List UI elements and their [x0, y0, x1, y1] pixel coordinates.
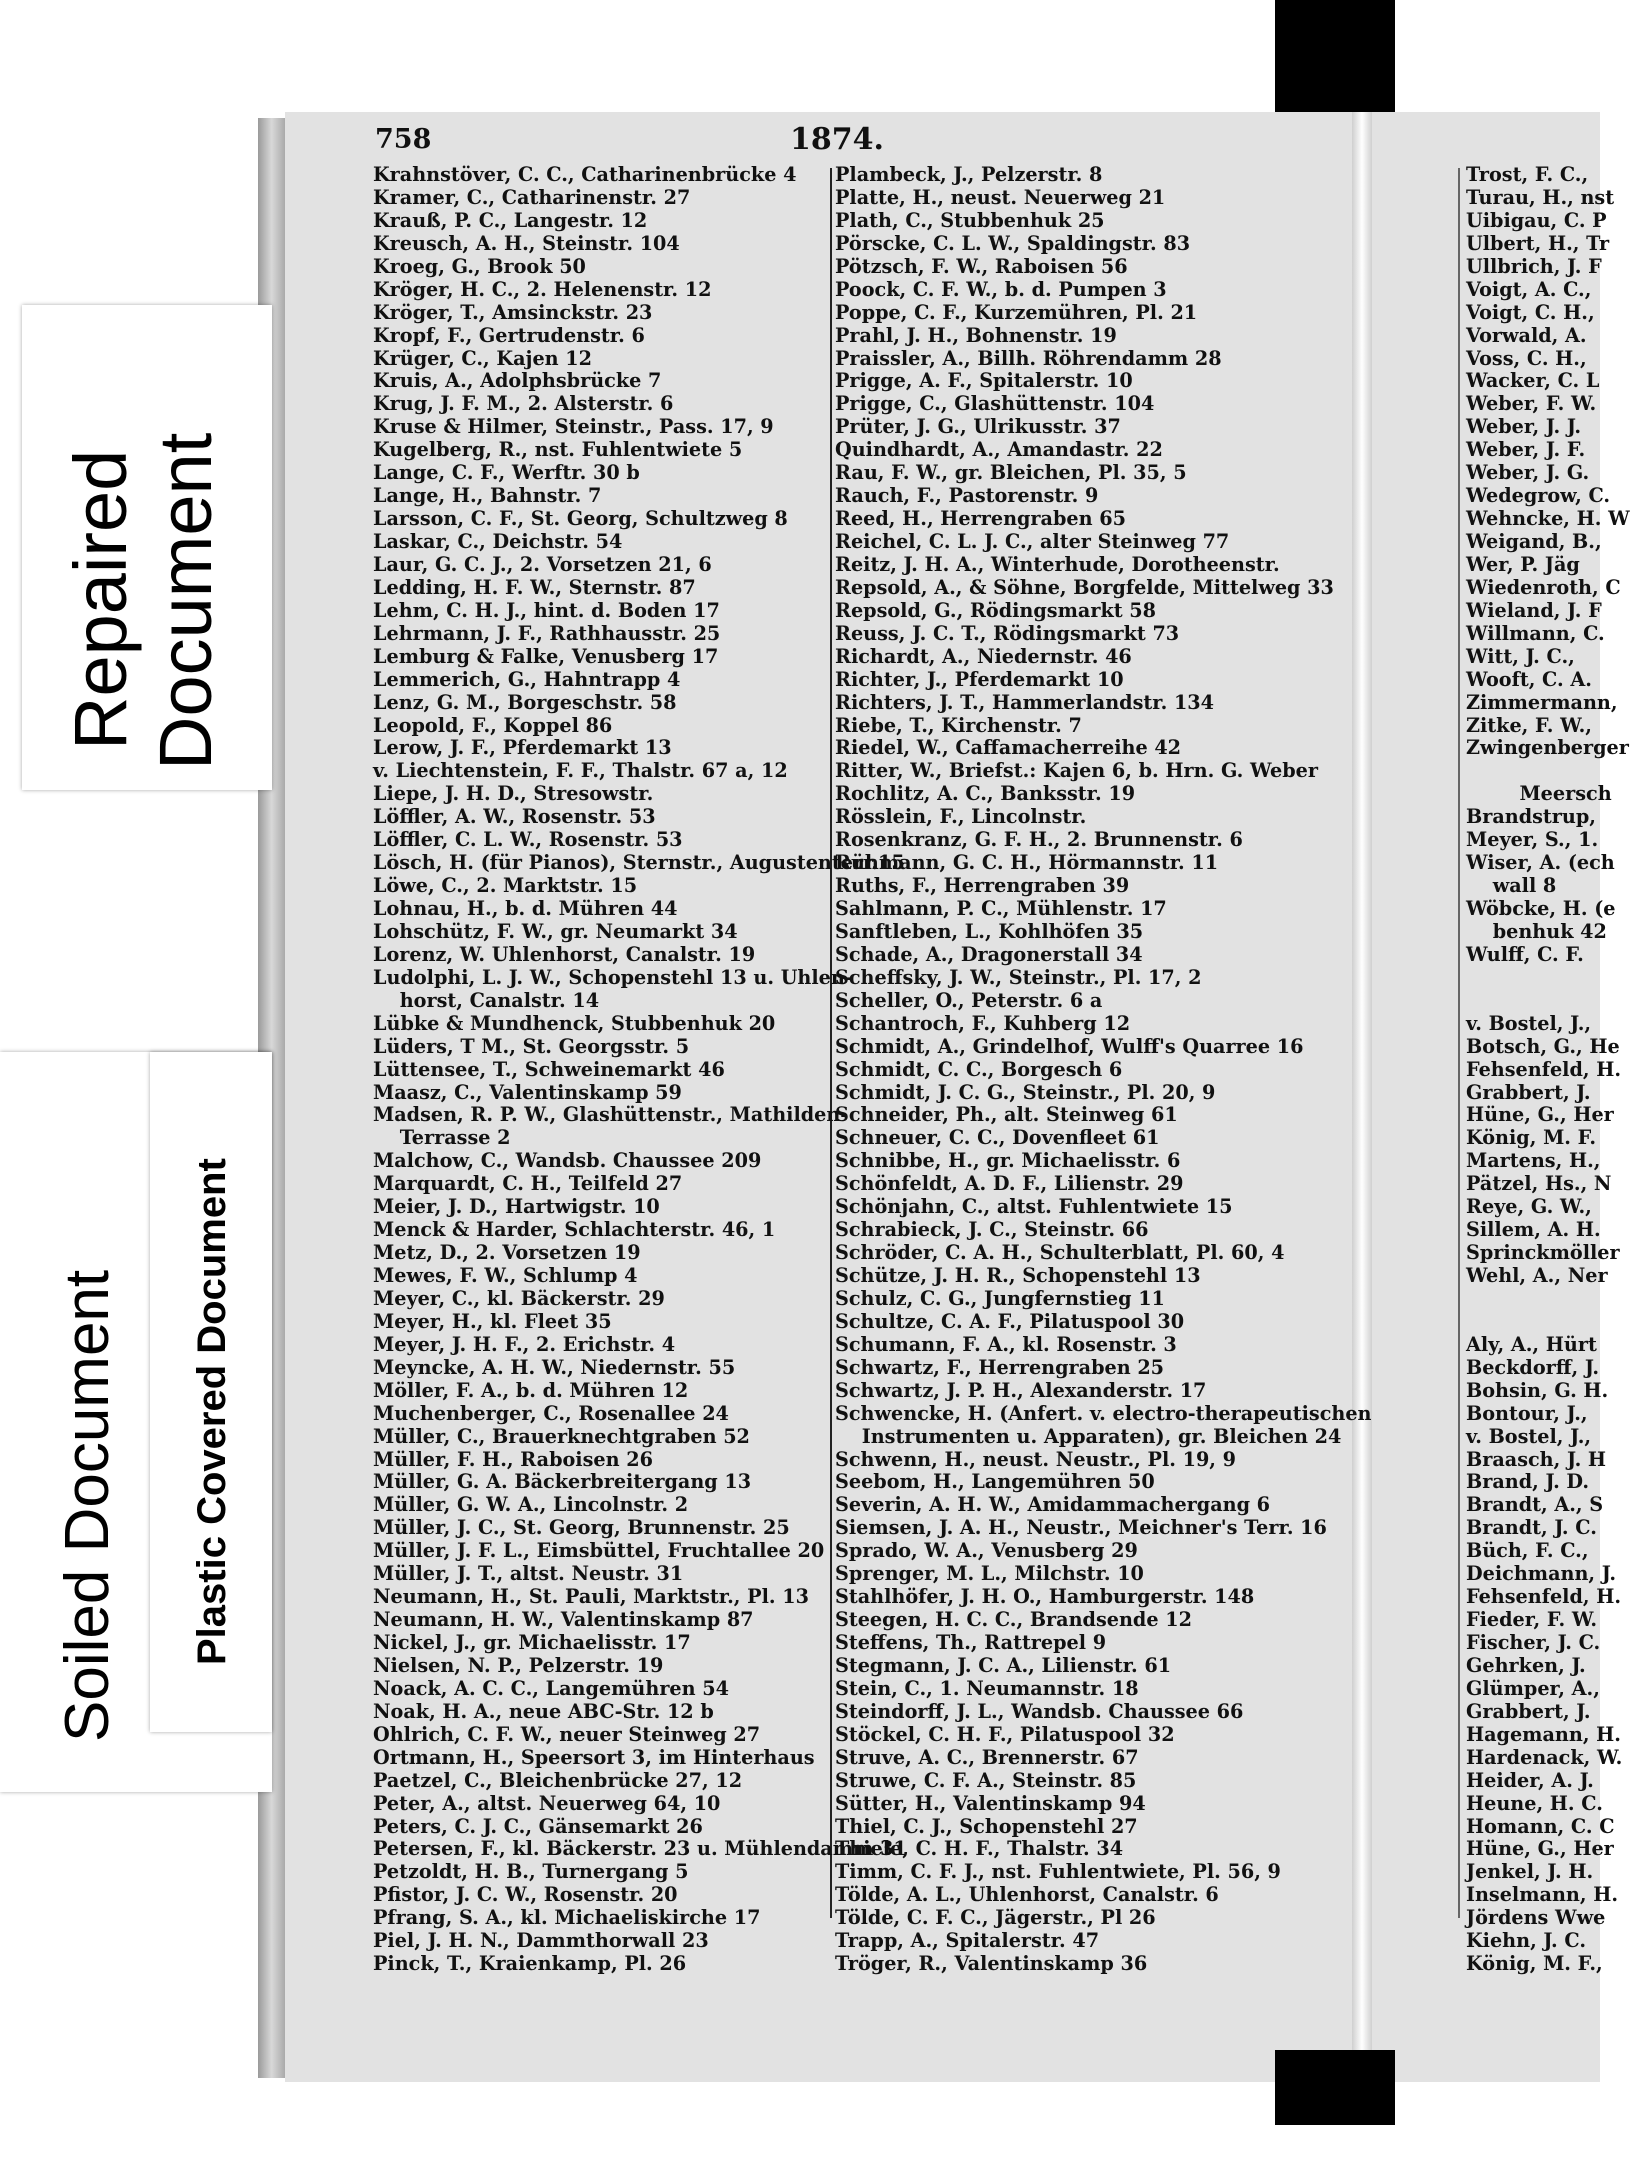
middle-column-entry: Rau, F. W., gr. Bleichen, Pl. 35, 5 [835, 461, 1187, 485]
middle-column-entry: Reuss, J. C. T., Rödingsmarkt 73 [835, 621, 1180, 645]
column-divider-right [1458, 168, 1460, 1918]
left-column-entry: Paetzel, C., Bleichenbrücke 27, 12 [373, 1768, 743, 1792]
middle-column-entry: Stein, C., 1. Neumannstr. 18 [835, 1676, 1139, 1700]
plastic-label: Plastic Covered Document [190, 1158, 234, 1665]
middle-column-entry: Thiel, C. J., Schopenstehl 27 [835, 1814, 1138, 1838]
right-column-entry: Fehsenfeld, H. [1466, 1585, 1622, 1609]
right-column-entry [1466, 990, 1600, 1013]
middle-column-entry: Stöckel, C. H. F., Pilatuspool 32 [835, 1722, 1175, 1746]
middle-column-entry: Schumann, F. A., kl. Rosenstr. 3 [835, 1332, 1177, 1356]
left-column-entry: Laskar, C., Deichstr. 54 [373, 530, 623, 553]
right-column-entry: Voss, C. H., [1466, 346, 1587, 370]
right-column-entry: Bohsin, G. H. [1466, 1378, 1609, 1402]
left-column-entry: Lösch, H. (für Pianos), Sternstr., Augustenterr.15 [373, 851, 905, 875]
middle-column-entry: Plath, C., Stubbenhuk 25 [835, 208, 1105, 232]
middle-column-entry: Struwe, C. F. A., Steinstr. 85 [835, 1768, 1137, 1792]
middle-column-entry: Ruths, F., Herrengraben 39 [835, 874, 1130, 898]
middle-column-entry: Schade, A., Dragonerstall 34 [835, 942, 1143, 966]
left-column-entry: Meyer, C., kl. Bäckerstr. 29 [373, 1286, 665, 1310]
middle-column-entry: Scheller, O., Peterstr. 6 a [835, 988, 1103, 1012]
middle-column-entry: Rauch, F., Pastorenstr. 9 [835, 484, 1099, 508]
middle-column-entry: Scheffsky, J. W., Steinstr., Pl. 17, 2 [835, 965, 1202, 989]
right-column-entry: Witt, J. C., [1466, 644, 1575, 668]
right-column-entry: Jördens Wwe [1466, 1906, 1606, 1930]
middle-column-entry: Stahlhöfer, J. H. O., Hamburgerstr. 148 [835, 1585, 1255, 1609]
right-column-entry [1466, 760, 1600, 783]
left-column-entry: Muchenberger, C., Rosenallee 24 [373, 1401, 729, 1425]
left-column-entry: Piel, J. H. N., Dammthorwall 23 [373, 1929, 709, 1953]
left-column-entry: Neumann, H., St. Pauli, Marktstr., Pl. 13 [373, 1585, 809, 1609]
left-column-entry: Marquardt, C. H., Teilfeld 27 [373, 1172, 683, 1196]
left-column-entry: v. Liechtenstein, F. F., Thalstr. 67 a, 12 [373, 759, 788, 783]
right-column-entry: Zitke, F. W., [1466, 713, 1592, 737]
left-column-entry: Lüders, T M., St. Georgsstr. 5 [373, 1034, 690, 1058]
left-column-entry: Müller, G. W. A., Lincolnstr. 2 [373, 1493, 689, 1517]
middle-column-entry: Rosenkranz, G. F. H., 2. Brunnenstr. 6 [835, 828, 1243, 852]
right-column-entry: Heider, A. J. [1466, 1768, 1594, 1792]
left-column-entry: Lerow, J. F., Pferdemarkt 13 [373, 736, 672, 760]
right-column-entry: Wacker, C. L [1466, 369, 1600, 393]
directory-column-right [1466, 163, 1630, 1976]
left-column-entry: Löffler, C. L. W., Rosenstr. 53 [373, 828, 683, 852]
middle-column-entry: Schnibbe, H., gr. Michaelisstr. 6 [835, 1149, 1181, 1173]
right-column-entry: benhuk 42 [1466, 919, 1607, 943]
middle-column-entry: Platte, H., neust. Neuerweg 21 [835, 185, 1166, 209]
right-column-entry: Heune, H. C. [1466, 1791, 1603, 1815]
left-column-entry: Möller, F. A., b. d. Mühren 12 [373, 1378, 689, 1402]
middle-column-entry: Tölde, C. F. C., Jägerstr., Pl 26 [835, 1906, 1156, 1930]
left-column-entry: Leopold, F., Koppel 86 [373, 713, 613, 737]
right-column-entry: Voigt, C. H., [1466, 300, 1595, 324]
right-column-entry: wall 8 [1466, 874, 1557, 898]
left-column-entry: Lohschütz, F. W., gr. Neumarkt 34 [373, 919, 738, 943]
left-column-entry: Löwe, C., 2. Marktstr. 15 [373, 874, 638, 898]
right-column-entry: Zimmermann, [1466, 690, 1618, 714]
right-column-entry: Deichmann, J. [1466, 1562, 1617, 1586]
left-column-entry: Meyncke, A. H. W., Niedernstr. 55 [373, 1355, 736, 1379]
right-column-entry: Reye, G. W., [1466, 1195, 1592, 1219]
right-column-entry: Hüne, G., Her [1466, 1837, 1614, 1861]
left-column-entry: Meyer, H., kl. Fleet 35 [373, 1309, 612, 1333]
right-column-entry: Trost, F. C., [1466, 163, 1589, 186]
right-column-entry: Wedegrow, C. [1466, 484, 1611, 508]
right-column-entry: Uibigau, C. P [1466, 208, 1607, 232]
left-column-entry: Kugelberg, R., nst. Fuhlentwiete 5 [373, 438, 743, 462]
middle-column-entry: Richters, J. T., Hammerlandstr. 134 [835, 690, 1214, 714]
middle-column-entry: Seebom, H., Langemühren 50 [835, 1470, 1155, 1494]
left-column-entry: Kroeg, G., Brook 50 [373, 254, 586, 278]
soiled-label: Soiled Document [53, 1269, 122, 1742]
middle-column-entry: Steegen, H. C. C., Brandsende 12 [835, 1608, 1192, 1632]
right-column-entry: Brandt, J. C. [1466, 1516, 1597, 1540]
left-column-entry: Meyer, J. H. F., 2. Erichstr. 4 [373, 1332, 676, 1356]
right-column-entry: Weber, F. W. [1466, 392, 1597, 416]
middle-column-entry: Prüter, J. G., Ulrikusstr. 37 [835, 415, 1121, 439]
right-column-entry: Pätzel, Hs., N [1466, 1172, 1612, 1196]
left-column-entry: Lange, C. F., Werftr. 30 b [373, 461, 640, 485]
middle-column-entry: Repsold, G., Rödingsmarkt 58 [835, 598, 1156, 622]
middle-column-entry: Tröger, R., Valentinskamp 36 [835, 1952, 1148, 1976]
right-column-entry: Fischer, J. C. [1466, 1631, 1601, 1654]
right-column-entry: Weber, J. J. [1466, 415, 1582, 439]
right-column-entry: Aly, A., Hürt [1466, 1332, 1597, 1356]
right-column-entry: Fehsenfeld, H. [1466, 1057, 1622, 1081]
middle-column-entry: Sütter, H., Valentinskamp 94 [835, 1791, 1146, 1815]
left-column-entry: Kreusch, A. H., Steinstr. 104 [373, 231, 680, 255]
middle-column-entry: Steffens, Th., Rattrepel 9 [835, 1631, 1107, 1654]
left-column-entry: Metz, D., 2. Vorsetzen 19 [373, 1241, 641, 1265]
middle-column-entry: Pörscke, C. L. W., Spaldingstr. 83 [835, 231, 1191, 255]
right-column-entry: Ullbrich, J. F [1466, 254, 1602, 278]
middle-column-entry: Richardt, A., Niedernstr. 46 [835, 644, 1132, 668]
right-column-entry: Zwingenberger [1466, 736, 1629, 760]
left-column-entry: Müller, J. F. L., Eimsbüttel, Fruchtallee 20 [373, 1539, 825, 1563]
middle-column-entry: Trapp, A., Spitalerstr. 47 [835, 1929, 1100, 1953]
middle-column-entry: Reed, H., Herrengraben 65 [835, 507, 1126, 531]
right-column-entry: Brand, J. D. [1466, 1470, 1590, 1494]
right-column-entry [1466, 1288, 1600, 1311]
middle-column-entry: Poppe, C. F., Kurzemühren, Pl. 21 [835, 300, 1198, 324]
right-column-entry: Braasch, J. H [1466, 1447, 1607, 1471]
right-column-entry: v. Bostel, J., [1466, 1424, 1592, 1448]
left-column-entry: Kröger, H. C., 2. Helenenstr. 12 [373, 277, 712, 301]
right-column-entry: Beckdorff, J. [1466, 1355, 1600, 1379]
right-column-entry: Kiehn, J. C. [1466, 1929, 1586, 1953]
middle-column-entry: Siemsen, J. A. H., Neustr., Meichner's Terr. 16 [835, 1516, 1327, 1540]
right-column-entry: Brandstrup, [1466, 805, 1596, 829]
left-column-entry: Kropf, F., Gertrudenstr. 6 [373, 323, 645, 347]
middle-column-entry: Schütze, J. H. R., Schopenstehl 13 [835, 1264, 1201, 1287]
middle-column-entry: Plambeck, J., Pelzerstr. 8 [835, 163, 1103, 186]
right-column-entry: Inselmann, H. [1466, 1883, 1619, 1907]
middle-column-entry: Praissler, A., Billh. Röhrendamm 28 [835, 346, 1222, 370]
left-column-entry: Ohlrich, C. F. W., neuer Steinweg 27 [373, 1722, 761, 1746]
left-column-entry: Laur, G. C. J., 2. Vorsetzen 21, 6 [373, 552, 712, 576]
left-column-entry: Müller, J. C., St. Georg, Brunnenstr. 25 [373, 1516, 790, 1540]
left-column-entry: Terrasse 2 [373, 1126, 511, 1150]
right-column-entry: Vorwald, A. [1466, 323, 1587, 347]
left-column-entry: Peters, C. J. C., Gänsemarkt 26 [373, 1814, 703, 1838]
left-column-entry: Malchow, C., Wandsb. Chaussee 209 [373, 1149, 762, 1173]
right-column-entry: Sprinckmöller [1466, 1241, 1620, 1265]
left-column-entry: Lüttensee, T., Schweinemarkt 46 [373, 1057, 725, 1081]
left-column-entry: Lorenz, W. Uhlenhorst, Canalstr. 19 [373, 942, 756, 966]
left-column-entry: Lemburg & Falke, Venusberg 17 [373, 644, 719, 668]
left-column-entry: Krauß, P. C., Langestr. 12 [373, 208, 648, 232]
middle-column-entry: Schmidt, A., Grindelhof, Wulff's Quarree 16 [835, 1034, 1304, 1058]
left-column-entry: Nickel, J., gr. Michaelisstr. 17 [373, 1631, 691, 1654]
right-column-entry: Voigt, A. C., [1466, 277, 1592, 301]
middle-column-entry: Severin, A. H. W., Amidammachergang 6 [835, 1493, 1271, 1517]
directory-column-middle [835, 164, 1372, 1976]
right-column-entry: Willmann, C. [1466, 621, 1605, 645]
left-column-entry: Kruis, A., Adolphsbrücke 7 [373, 369, 662, 393]
middle-column-entry: Schönfeldt, A. D. F., Lilienstr. 29 [835, 1172, 1184, 1196]
middle-column-entry: Rochlitz, A. C., Banksstr. 19 [835, 782, 1136, 806]
middle-column-entry: Instrumenten u. Apparaten), gr. Bleichen 24 [835, 1424, 1342, 1448]
left-column-entry: Kruse & Hilmer, Steinstr., Pass. 17, 9 [373, 415, 774, 439]
left-column-entry: Müller, C., Brauerknechtgraben 52 [373, 1424, 750, 1448]
right-column-entry: Ulbert, H., Tr [1466, 231, 1610, 255]
middle-column-entry: Thiele, C. H. F., Thalstr. 34 [835, 1837, 1124, 1861]
right-column-entry: Wehncke, H. W [1466, 507, 1630, 531]
left-column-entry: Maasz, C., Valentinskamp 59 [373, 1080, 682, 1104]
left-column-entry: Nielsen, N. P., Pelzerstr. 19 [373, 1653, 664, 1677]
middle-column-entry: Sprado, W. A., Venusberg 29 [835, 1539, 1138, 1563]
left-column-entry: Lange, H., Bahnstr. 7 [373, 484, 602, 508]
middle-column-entry: Schultze, C. A. F., Pilatuspool 30 [835, 1309, 1185, 1333]
left-column-entry: Krahnstöver, C. C., Catharinenbrücke 4 [373, 163, 797, 186]
middle-column-entry: Poock, C. F. W., b. d. Pumpen 3 [835, 277, 1167, 301]
right-column-entry: Homann, C. C [1466, 1814, 1615, 1838]
left-column-entry: Löffler, A. W., Rosenstr. 53 [373, 805, 656, 829]
right-column-entry [1466, 967, 1600, 990]
middle-column-entry: Schrabieck, J. C., Steinstr. 66 [835, 1218, 1149, 1242]
middle-column-entry: Sahlmann, P. C., Mühlenstr. 17 [835, 897, 1167, 920]
left-column-entry: Pfrang, S. A., kl. Michaeliskirche 17 [373, 1906, 761, 1930]
middle-column-entry: Pötzsch, F. W., Raboisen 56 [835, 254, 1128, 278]
middle-column-entry: Riebe, T., Kirchenstr. 7 [835, 713, 1082, 737]
right-column-entry: Botsch, G., He [1466, 1034, 1620, 1058]
right-column-entry: Wöbcke, H. (e [1466, 897, 1616, 920]
bottom-margin [0, 2125, 1600, 2177]
middle-column-entry: Tölde, A. L., Uhlenhorst, Canalstr. 6 [835, 1883, 1219, 1907]
middle-column-entry: Rühmann, G. C. H., Hörmannstr. 11 [835, 851, 1219, 875]
left-column-entry: Noak, H. A., neue ABC-Str. 12 b [373, 1699, 714, 1723]
middle-column-entry: Schmidt, C. C., Borgesch 6 [835, 1057, 1123, 1081]
middle-column-entry: Ritter, W., Briefst.: Kajen 6, b. Hrn. G. Weber [835, 759, 1318, 783]
middle-column-entry: Prigge, A. F., Spitalerstr. 10 [835, 369, 1133, 393]
middle-column-entry: Schwencke, H. (Anfert. v. electro-therapeutischen [835, 1401, 1372, 1425]
middle-column-entry: Schulz, C. G., Jungfernstieg 11 [835, 1286, 1165, 1310]
left-column-entry: Lemmerich, G., Hahntrapp 4 [373, 667, 681, 691]
right-column-entry: König, M. F. [1466, 1126, 1597, 1150]
right-column-entry: Wehl, A., Ner [1466, 1264, 1608, 1287]
middle-column-entry: Schwartz, F., Herrengraben 25 [835, 1355, 1165, 1379]
right-column-entry: Weigand, B., [1466, 530, 1602, 553]
middle-column-entry: Reichel, C. L. J. C., alter Steinweg 77 [835, 530, 1230, 553]
left-column-entry: Kramer, C., Catharinenstr. 27 [373, 185, 691, 209]
left-column-entry: Madsen, R. P. W., Glashüttenstr., Mathilden- [373, 1103, 849, 1127]
right-column-entry: Martens, H., [1466, 1149, 1601, 1173]
left-column-entry: Lehrmann, J. F., Rathhausstr. 25 [373, 621, 721, 645]
black-tab-top [1275, 0, 1395, 112]
right-column-entry: Wooft, C. A. [1466, 667, 1592, 691]
middle-column-entry: Rösslein, F., Lincolnstr. [835, 805, 1087, 829]
left-column-entry: Kröger, T., Amsinckstr. 23 [373, 300, 653, 324]
right-column-entry: Weber, J. G. [1466, 461, 1590, 485]
directory-column-left [373, 164, 907, 1976]
left-column-entry: Müller, F. H., Raboisen 26 [373, 1447, 653, 1471]
right-column-entry: Jenkel, J. H. [1466, 1860, 1594, 1884]
right-column-entry: Hüne, G., Her [1466, 1103, 1614, 1127]
left-column-entry: Mewes, F. W., Schlump 4 [373, 1264, 638, 1287]
right-column-entry: Büch, F. C., [1466, 1539, 1589, 1563]
right-column-entry: Turau, H., nst [1466, 185, 1615, 209]
left-column-entry: Larsson, C. F., St. Georg, Schultzweg 8 [373, 507, 788, 531]
left-column-entry: horst, Canalstr. 14 [373, 988, 600, 1012]
right-column-entry: Wiser, A. (ech [1466, 851, 1615, 875]
repaired-label-line2: Document [144, 432, 227, 770]
middle-column-entry: Schantroch, F., Kuhberg 12 [835, 1011, 1131, 1035]
middle-column-entry: Steindorff, J. L., Wandsb. Chaussee 66 [835, 1699, 1244, 1723]
left-column-entry: Peter, A., altst. Neuerweg 64, 10 [373, 1791, 721, 1815]
page-year: 1874. [790, 122, 884, 157]
middle-column-entry: Timm, C. F. J., nst. Fuhlentwiete, Pl. 56, 9 [835, 1860, 1281, 1884]
middle-column-entry: Richter, J., Pferdemarkt 10 [835, 667, 1124, 691]
right-column-entry: Wer, P. Jäg [1466, 552, 1580, 576]
repaired-label-line1: Repaired [59, 449, 142, 750]
middle-column-entry: Stegmann, J. C. A., Lilienstr. 61 [835, 1653, 1172, 1677]
right-column-entry: Meyer, S., 1. [1466, 828, 1599, 852]
middle-column-entry: Prahl, J. H., Bohnenstr. 19 [835, 323, 1117, 347]
left-column-entry: Ledding, H. F. W., Sternstr. 87 [373, 575, 696, 599]
middle-column-entry: Schröder, C. A. H., Schulterblatt, Pl. 60, 4 [835, 1241, 1285, 1265]
right-column-entry: Bontour, J., [1466, 1401, 1588, 1425]
left-column-entry: Neumann, H. W., Valentinskamp 87 [373, 1608, 754, 1632]
left-column-entry: Krug, J. F. M., 2. Alsterstr. 6 [373, 392, 674, 416]
left-column-entry: Krüger, C., Kajen 12 [373, 346, 592, 370]
middle-column-entry: Schneider, Ph., alt. Steinweg 61 [835, 1103, 1178, 1127]
left-column-entry: Noack, A. C. C., Langemühren 54 [373, 1676, 729, 1700]
left-column-entry: Pfistor, J. C. W., Rosenstr. 20 [373, 1883, 678, 1907]
middle-column-entry: Quindhardt, A., Amandastr. 22 [835, 438, 1163, 462]
middle-column-entry: Schneuer, C. C., Dovenfleet 61 [835, 1126, 1160, 1150]
middle-column-entry: Schönjahn, C., altst. Fuhlentwiete 15 [835, 1195, 1233, 1219]
right-column-entry: Hagemann, H. [1466, 1722, 1621, 1746]
right-column-entry: v. Bostel, J., [1466, 1011, 1592, 1035]
left-column-entry: Pinck, T., Kraienkamp, Pl. 26 [373, 1952, 687, 1976]
left-column-entry: Ludolphi, L. J. W., Schopenstehl 13 u. Uhlen- [373, 965, 853, 989]
left-column-entry: Liepe, J. H. D., Stresowstr. [373, 782, 654, 806]
middle-column-entry: Sanftleben, L., Kohlhöfen 35 [835, 919, 1144, 943]
right-column-entry [1466, 1311, 1600, 1334]
right-column-entry: Glümper, A., [1466, 1676, 1600, 1700]
middle-column-entry: Prigge, C., Glashüttenstr. 104 [835, 392, 1155, 416]
right-column-entry: Grabbert, J. [1466, 1699, 1591, 1723]
left-column-entry: Lenz, G. M., Borgeschstr. 58 [373, 690, 677, 714]
middle-column-entry: Schmidt, J. C. G., Steinstr., Pl. 20, 9 [835, 1080, 1216, 1104]
left-column-entry: Müller, J. T., altst. Neustr. 31 [373, 1562, 684, 1586]
right-column-entry: Weber, J. F. [1466, 438, 1586, 462]
right-column-entry: Hardenack, W. [1466, 1745, 1623, 1769]
right-column-entry: Meersch [1466, 782, 1612, 806]
left-column-entry: Lübke & Mundhenck, Stubbenhuk 20 [373, 1011, 776, 1035]
middle-column-entry: Riedel, W., Caffamacherreihe 42 [835, 736, 1182, 760]
left-column-entry: Ortmann, H., Speersort 3, im Hinterhaus [373, 1745, 815, 1769]
left-column-entry: Lehm, C. H. J., hint. d. Boden 17 [373, 598, 720, 622]
middle-column-entry: Struve, A. C., Brennerstr. 67 [835, 1745, 1139, 1769]
left-column-entry: Petzoldt, H. B., Turnergang 5 [373, 1860, 689, 1884]
right-column-entry: Fieder, F. W. [1466, 1608, 1598, 1632]
right-column-entry: König, M. F., [1466, 1952, 1603, 1976]
middle-column-entry: Schwartz, J. P. H., Alexanderstr. 17 [835, 1378, 1207, 1402]
left-column-entry: Menck & Harder, Schlachterstr. 46, 1 [373, 1218, 776, 1242]
left-column-entry: Lohnau, H., b. d. Mühren 44 [373, 897, 678, 920]
left-column-entry: Meier, J. D., Hartwigstr. 10 [373, 1195, 660, 1219]
page-number: 758 [375, 124, 432, 155]
right-column-entry: Wulff, C. F. [1466, 942, 1584, 966]
right-column-entry: Wieland, J. F [1466, 598, 1602, 622]
left-column-entry: Petersen, F., kl. Bäckerstr. 23 u. Mühlendamm 31 [373, 1837, 907, 1861]
left-column-entry: Müller, G. A. Bäckerbreitergang 13 [373, 1470, 752, 1494]
middle-column-entry: Schwenn, H., neust. Neustr., Pl. 19, 9 [835, 1447, 1237, 1471]
middle-column-entry: Reitz, J. H. A., Winterhude, Dorotheenstr. [835, 552, 1280, 576]
right-column-entry: Grabbert, J. [1466, 1080, 1591, 1104]
right-column-entry: Gehrken, J. [1466, 1653, 1586, 1677]
right-column-entry: Brandt, A., S [1466, 1493, 1604, 1517]
right-column-entry: Sillem, A. H. [1466, 1218, 1601, 1242]
middle-column-entry: Sprenger, M. L., Milchstr. 10 [835, 1562, 1144, 1586]
right-column-entry: Wiedenroth, C [1466, 575, 1621, 599]
middle-column-entry: Repsold, A., & Söhne, Borgfelde, Mittelweg 33 [835, 575, 1334, 599]
